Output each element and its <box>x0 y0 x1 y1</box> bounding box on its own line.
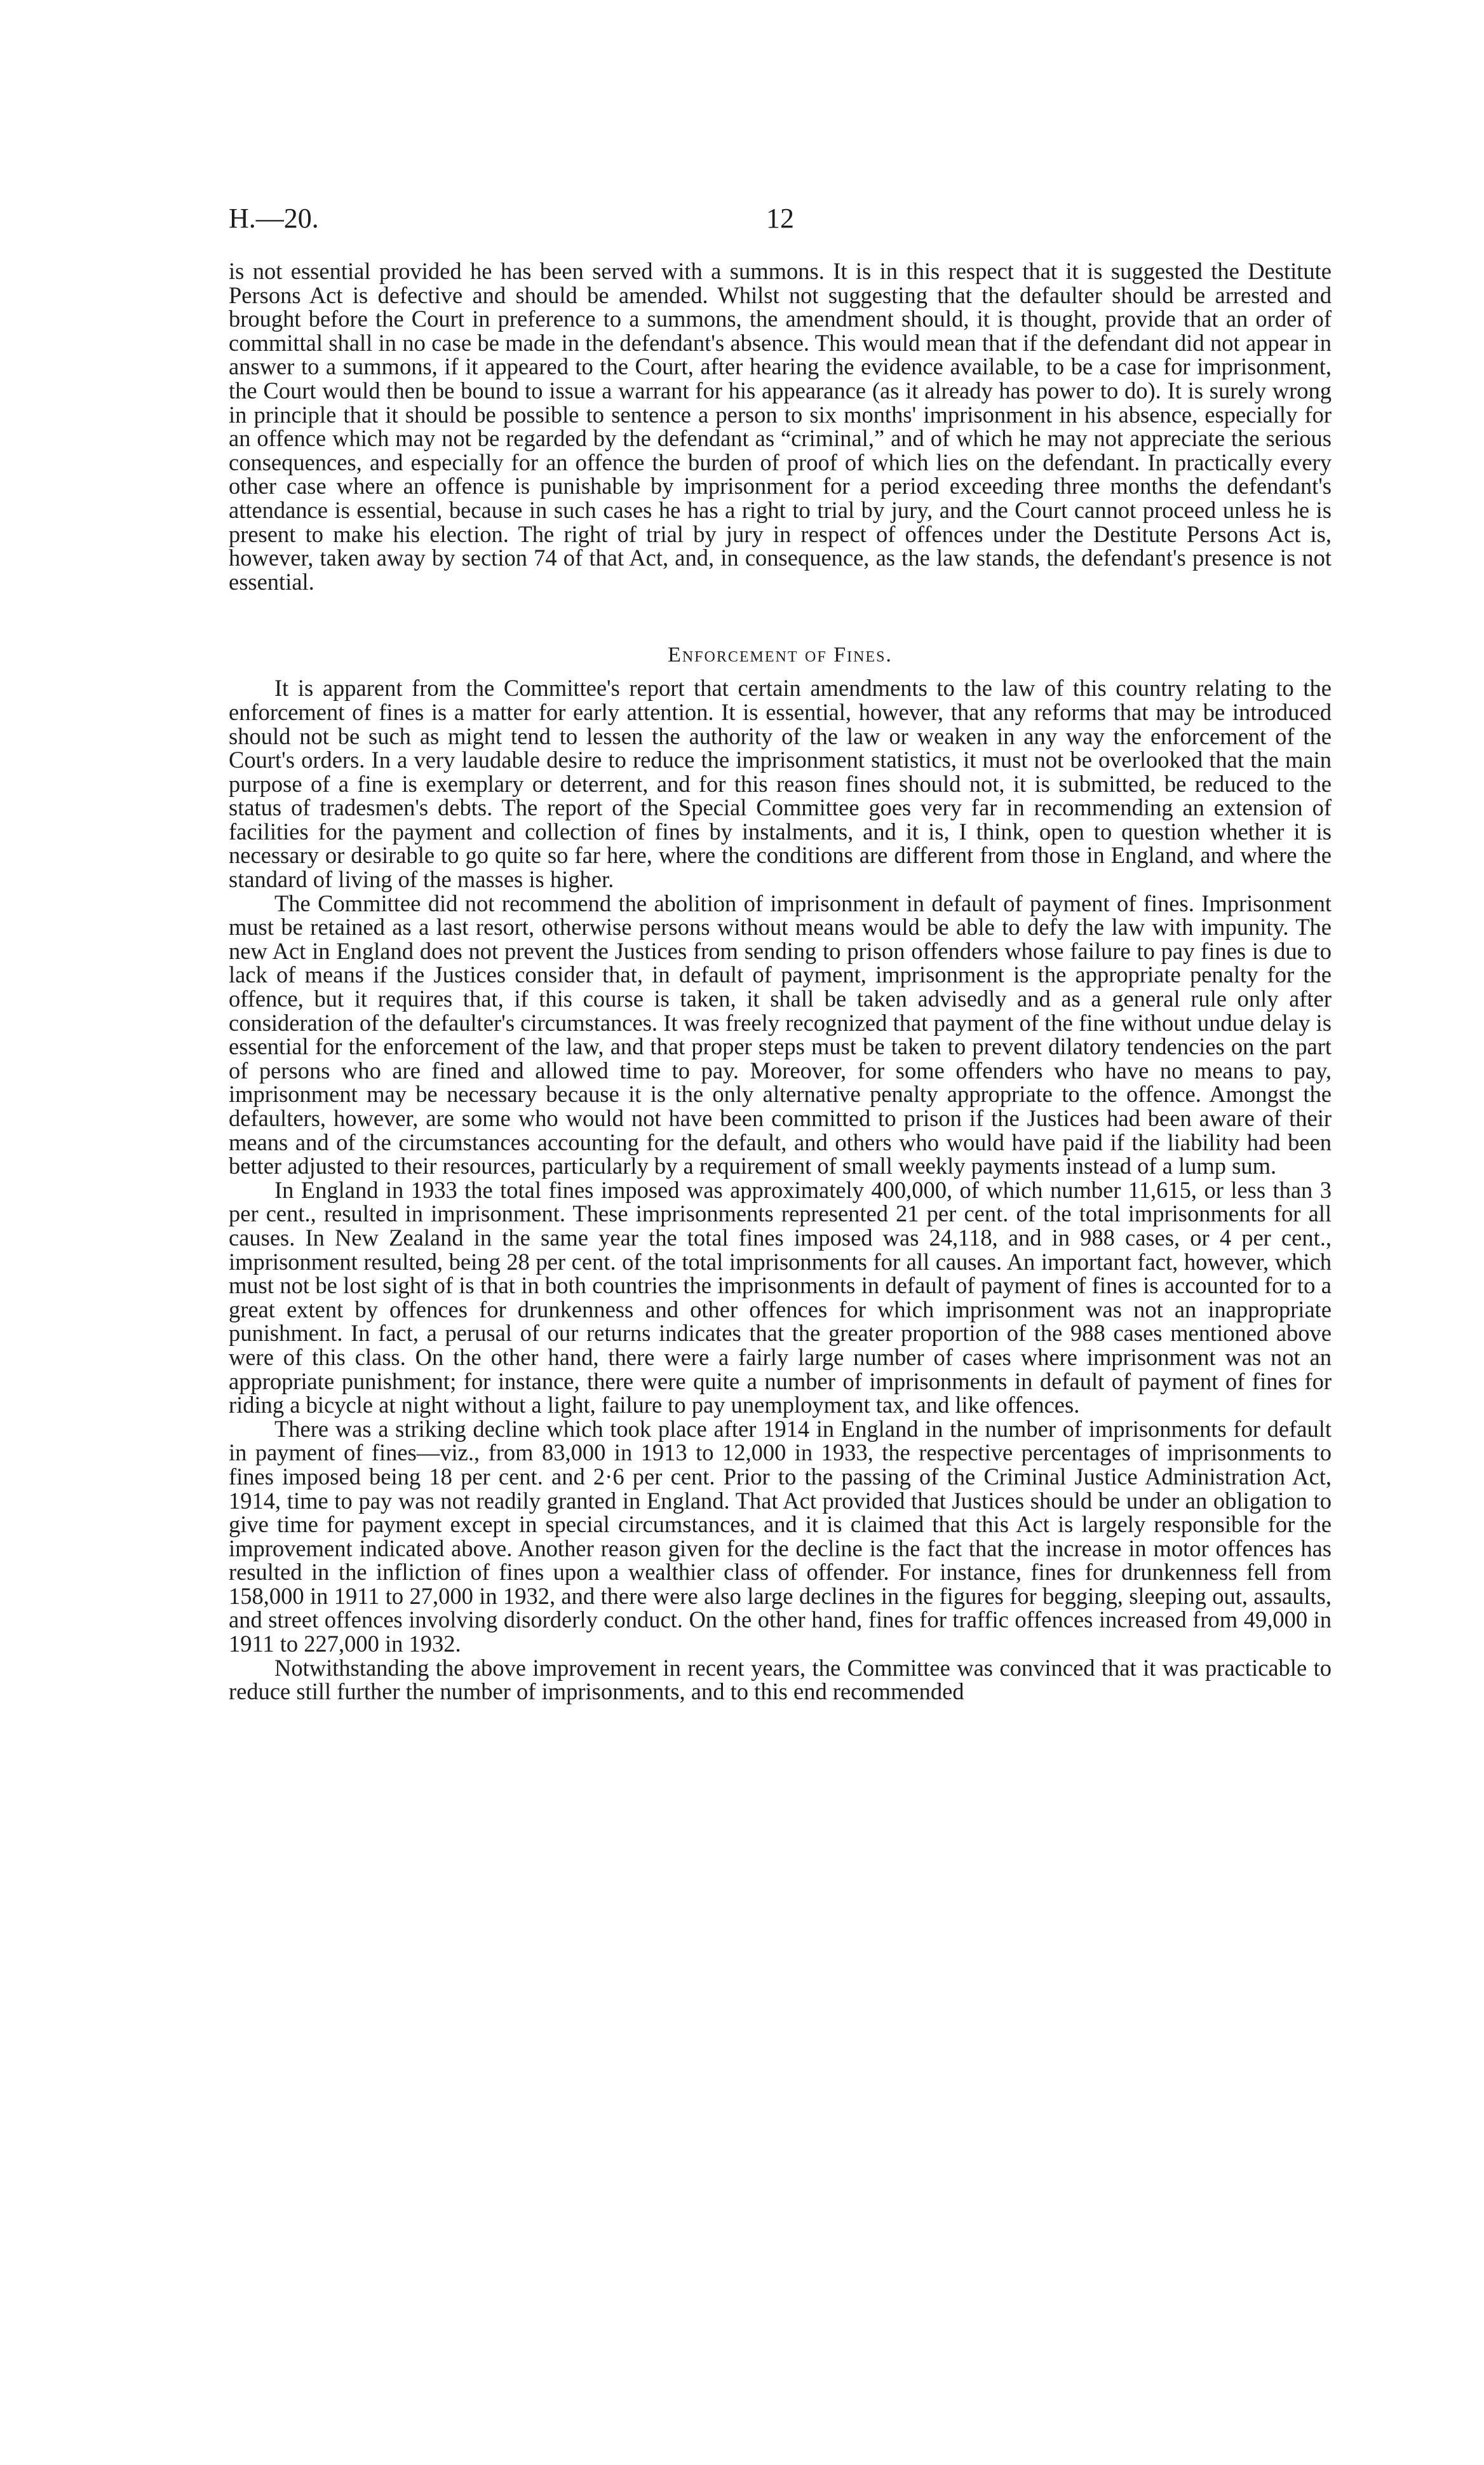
section-paragraph: In England in 1933 the total fines imposed was approximately 400,000, of which number 11,615, or less than 3 per cent., resulted in imprisonment. These imprisonments represented 21 per cent. of the total imprisonments for all causes. In New Zealand in the same year the total fines imposed was 24,118, and in 988 cases, or 4 per cent., imprisonment resulted, being 28 per cent. of the total imprisonments for all causes. An important fact, however, which must not be lost sight of is that in both countries the imprisonments in default of payment of fines is accounted for to a great extent by offences for drunkenness and other offences for which imprisonment was not an inappropriate punishment. In fact, a perusal of our returns indicates that the greater proportion of the 988 cases mentioned above were of this class. On the other hand, there were a fairly large number of cases where imprisonment was not an appropriate punishment; for instance, there were quite a number of imprisonments in default of payment of fines for riding a bicycle at night without a light, failure to pay unemployment tax, and like offences. <box>229 1176 1332 1418</box>
section-paragraph: There was a striking decline which took place after 1914 in England in the number of imprisonments for default in payment of fines—viz., from 83,000 in 1913 to 12,000 in 1933, the respective percentages of imprisonments to fines imposed being 18 per cent. and 2·6 per cent. Prior to the passing of the Criminal Justice Administration Act, 1914, time to pay was not readily granted in England. That Act provided that Justices should be under an obligation to give time for payment except in special circumstances, and it is claimed that this Act is largely responsible for the improvement indicated above. Another reason given for the decline is the fact that the increase in motor offences has resulted in the infliction of fines upon a wealthier class of offender. For instance, fines for drunkenness fell from 158,000 in 1911 to 27,000 in 1932, and there were also large declines in the figures for begging, sleeping out, assaults, and street offences involving disorderly conduct. On the other hand, fines for traffic offences increased from 49,000 in 1911 to 227,000 in 1932. <box>229 1415 1332 1657</box>
page-header <box>229 202 1332 247</box>
section-paragraph: Notwithstanding the above improvement in recent years, the Committee was convinced that it was practicable to reduce still further the number of imprisonments, and to this end recommended <box>229 1654 1332 1705</box>
document-body <box>229 259 1332 1704</box>
section-paragraph: It is apparent from the Committee's report that certain amendments to the law of this country relating to the enforcement of fines is a matter for early attention. It is essential, however, that any reforms that may be introduced should not be such as might tend to lessen the authority of the law or weaken in any way the enforcement of the Court's orders. In a very laudable desire to reduce the imprisonment statistics, it must not be overlooked that the main purpose of a fine is exemplary or deterrent, and for this reason fines should not, it is submitted, be reduced to the status of tradesmen's debts. The report of the Special Committee goes very far in recommending an extension of facilities for the payment and collection of fines by instalments, and it is, I think, open to question whether it is necessary or desirable to go quite so far here, where the conditions are different from those in England, and where the standard of living of the masses is higher. <box>229 675 1332 893</box>
paragraph-continuation: is not essential provided he has been served with a summons. It is in this respect that it is suggested the Destitute Persons Act is defective and should be amended. Whilst not suggesting that the defaulter should be arrested and brought before the Court in preference to a summons, the amendment should, it is thought, provide that an order of committal shall in no case be made in the defendant's absence. This would mean that if the defendant did not appear in answer to a summons, if it appeared to the Court, after hearing the evidence available, to be a case for imprisonment, the Court would then be bound to issue a warrant for his appearance (as it already has power to do). It is surely wrong in principle that it should be possible to sentence a person to six months' imprisonment in his absence, especially for an offence which may not be regarded by the defendant as “criminal,” and of which he may not appreciate the serious consequences, and especially for an offence the burden of proof of which lies on the defendant. In practically every other case where an offence is punishable by imprisonment for a period exceeding three months the defendant's attendance is essential, because in such cases he has a right to trial by jury, and the Court cannot proceed unless he is present to make his election. The right of trial by jury in respect of offences under the Destitute Persons Act is, however, taken away by section 74 of that Act, and, in consequence, as the law stands, the defendant's presence is not essential. <box>229 258 1332 595</box>
section-heading: Enforcement of Fines. <box>668 643 893 667</box>
document-page <box>229 202 1332 1704</box>
section-paragraph: The Committee did not recommend the abolition of imprisonment in default of payment of fines. Imprisonment must be retained as a last resort, otherwise persons without means would be able to defy the law with impunity. The new Act in England does not prevent the Justices from sending to prison offenders whose failure to pay fines is due to lack of means if the Justices consider that, in default of payment, imprisonment is the appropriate penalty for the offence, but it requires that, if this course is taken, it shall be taken advisedly and as a general rule only after consideration of the defaulter's circumstances. It was freely recognized that payment of the fine without undue delay is essential for the enforcement of the law, and that proper steps must be taken to prevent dilatory tendencies on the part of persons who are fined and allowed time to pay. Moreover, for some offenders who have no means to pay, imprisonment may be necessary because it is the only alternative penalty appropriate to the offence. Amongst the defaulters, however, are some who would not have been committed to prison if the Justices had been aware of their means and of the circumstances accounting for the default, and others who would have paid if the liability had been better adjusted to their resources, particularly by a requirement of small weekly payments instead of a lump sum. <box>229 890 1332 1179</box>
page-number: 12 <box>766 203 794 234</box>
document-reference: H.—20. <box>229 203 319 234</box>
